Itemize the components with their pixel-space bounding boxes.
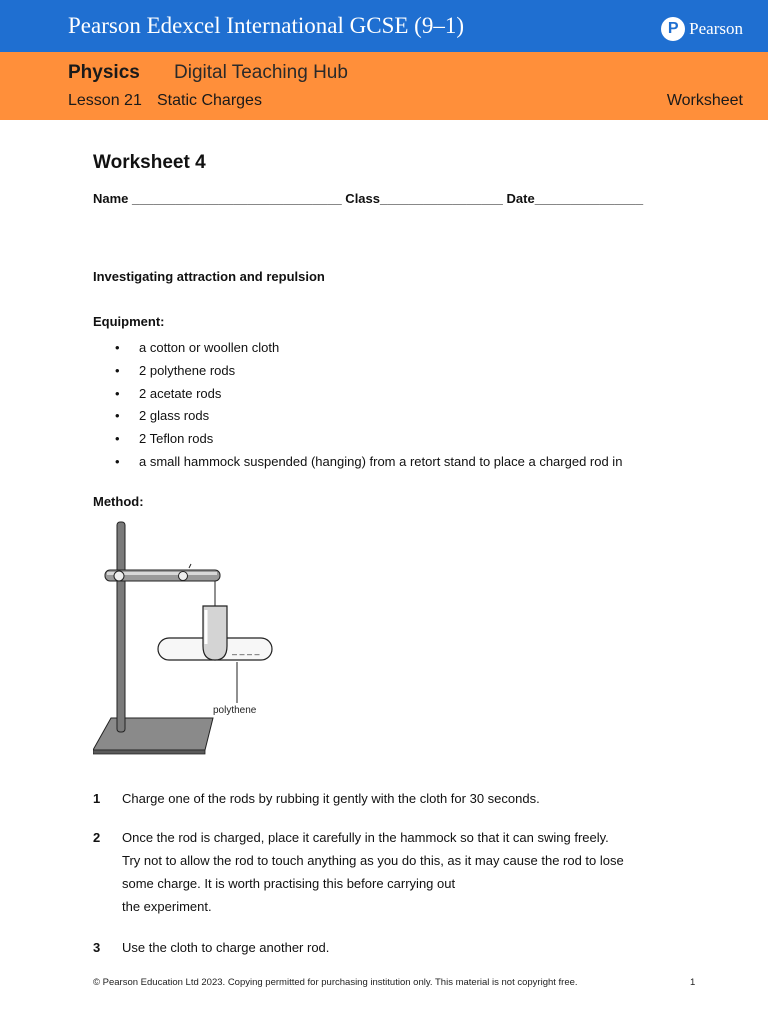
step-text bbox=[122, 787, 682, 810]
section-heading: Investigating attraction and repulsion bbox=[93, 269, 325, 284]
equipment-item-text: 2 acetate rods bbox=[139, 385, 222, 401]
equipment-item bbox=[93, 431, 622, 454]
boss-screw bbox=[114, 571, 124, 581]
equipment-list bbox=[93, 340, 622, 477]
worksheet-heading: Worksheet 4 bbox=[93, 152, 206, 173]
diagram-label-polythene: polythene bbox=[213, 705, 257, 716]
step-number: 2 bbox=[93, 830, 101, 845]
step-text-line: some charge. It is worth practising this before carrying out bbox=[122, 876, 456, 891]
retort-stand-diagram bbox=[93, 520, 283, 755]
step-text bbox=[122, 936, 682, 959]
equipment-item-text: 2 polythene rods bbox=[139, 362, 236, 378]
brand-name: Pearson bbox=[689, 19, 743, 38]
step-text-line: Charge one of the rods by rubbing it gently with the cloth for 30 seconds. bbox=[122, 791, 540, 806]
step-number: 3 bbox=[93, 940, 101, 955]
pearson-logo-icon: P bbox=[661, 17, 685, 41]
step-text bbox=[122, 826, 682, 918]
qualification-title: Pearson Edexcel International GCSE (9–1) bbox=[68, 13, 464, 38]
bullet-icon: • bbox=[115, 362, 120, 378]
stand-base bbox=[93, 718, 213, 750]
subject-title: Physics bbox=[68, 62, 140, 83]
stand-rod bbox=[117, 522, 125, 732]
bullet-icon: • bbox=[115, 340, 120, 355]
bullet-icon: • bbox=[115, 453, 120, 469]
method-heading: Method: bbox=[93, 494, 144, 509]
equipment-item-text: a small hammock suspended (hanging) from a retort stand to place a charged rod in bbox=[139, 453, 623, 469]
step-text-line: Try not to allow the rod to touch anything as you do this, as it may cause the rod to lose bbox=[122, 853, 624, 868]
lesson-bar bbox=[0, 52, 768, 120]
page-number: 1 bbox=[690, 977, 696, 988]
bullet-icon: • bbox=[115, 385, 120, 401]
equipment-heading: Equipment: bbox=[93, 314, 165, 329]
charge-marks: – – – – bbox=[232, 649, 260, 659]
pearson-brand bbox=[661, 17, 743, 41]
document-type-label: Worksheet bbox=[666, 92, 743, 109]
copyright-footer: © Pearson Education Ltd 2023. Copying permitted for purchasing institution only. This material is not copyright free. bbox=[93, 977, 578, 988]
lesson-title: Static Charges bbox=[157, 92, 262, 109]
name-class-date-line: Name _____________________________ Class_________________ Date_______________ bbox=[93, 191, 644, 206]
hub-title: Digital Teaching Hub bbox=[174, 62, 348, 83]
equipment-item bbox=[93, 454, 622, 477]
step-text-line: Once the rod is charged, place it carefully in the hammock so that it can swing freely. bbox=[122, 830, 609, 845]
header-bar bbox=[0, 0, 768, 52]
equipment-item-text: 2 Teflon rods bbox=[139, 431, 214, 447]
step-text-line: Use the cloth to charge another rod. bbox=[122, 940, 330, 955]
equipment-item-text: 2 glass rods bbox=[139, 408, 210, 424]
equipment-item bbox=[93, 363, 622, 386]
equipment-item-text: a cotton or woollen cloth bbox=[139, 340, 280, 355]
equipment-item bbox=[93, 386, 622, 409]
lesson-number: Lesson 21 bbox=[68, 92, 142, 109]
equipment-item bbox=[93, 408, 622, 431]
equipment-item bbox=[93, 340, 622, 363]
bullet-icon: • bbox=[115, 408, 120, 424]
step-number: 1 bbox=[93, 791, 101, 806]
bullet-icon: • bbox=[115, 431, 120, 447]
step-text-line: the experiment. bbox=[122, 899, 212, 914]
